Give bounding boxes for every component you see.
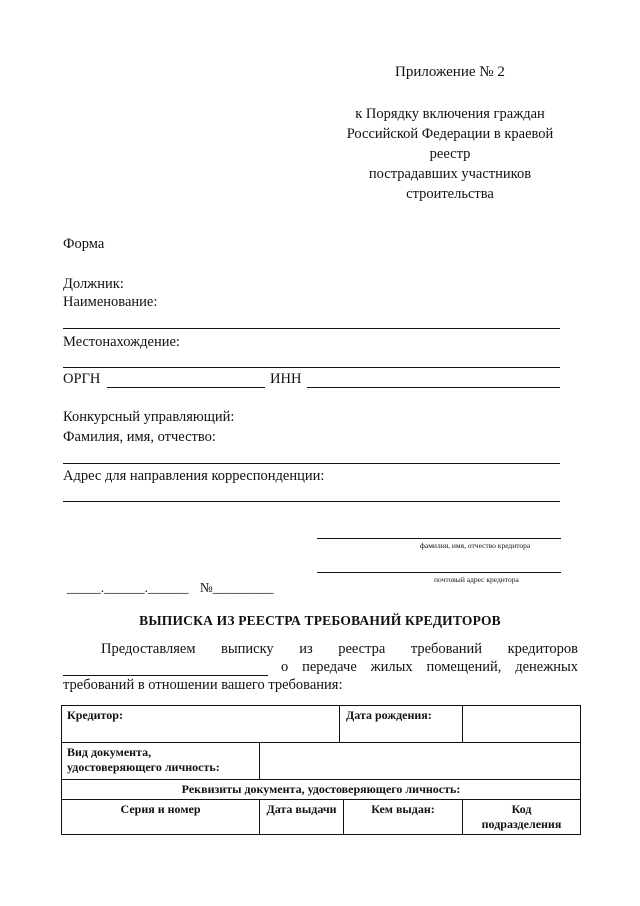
appendix-note-line: Российской Федерации в краевой: [346, 126, 554, 142]
inn-input-line: [307, 387, 560, 388]
form-label: Форма: [63, 236, 105, 252]
inn-label: ИНН: [270, 371, 302, 387]
doc-type-label-line: удостоверяющего личность:: [67, 760, 220, 774]
appendix-note-line: строительства: [406, 186, 494, 202]
creditor-cell: [62, 706, 463, 743]
birth-date-value-cell: [463, 706, 581, 743]
paragraph-word: Предоставляем: [101, 641, 196, 657]
date-placeholder: _____.______.______: [67, 580, 189, 595]
table-row: [62, 743, 581, 780]
paragraph-blank-line: [63, 675, 268, 676]
paragraph-word: реестра: [338, 641, 386, 657]
paragraph-word: о: [281, 659, 289, 675]
number-placeholder: _________: [212, 580, 274, 595]
doc-type-label-line: Вид документа,: [67, 745, 152, 759]
creditor-fio-caption: фамилия, имя, отчество кредитора: [420, 541, 531, 550]
appendix-note-line: пострадавших участников: [368, 166, 532, 182]
manager-label: Конкурсный управляющий:: [63, 409, 235, 425]
doc-type-value-cell: [260, 743, 581, 780]
doc-details-header: Реквизиты документа, удостоверяющего личность:: [62, 780, 581, 800]
location-label: Местонахождение:: [63, 334, 180, 350]
appendix-title: Приложение № 2: [395, 64, 505, 80]
address-input-line: [63, 501, 560, 502]
location-input-line: [63, 367, 560, 368]
series-number-header: Серия и номер: [62, 800, 260, 835]
appendix-note-line: к Порядку включения граждан: [355, 106, 545, 122]
name-input-line: [63, 328, 560, 329]
debtor-label: Должник:: [63, 276, 124, 292]
appendix-note: [320, 104, 580, 204]
paragraph-word: передаче: [302, 659, 357, 675]
paragraph-word: из: [299, 641, 313, 657]
paragraph-line-2: [281, 659, 578, 676]
appendix-note-line: реестр: [429, 146, 471, 162]
document-heading: ВЫПИСКА ИЗ РЕЕСТРА ТРЕБОВАНИЙ КРЕДИТОРОВ: [139, 613, 501, 628]
creditor-address-line: [317, 572, 561, 573]
code-header-line: Код: [511, 802, 532, 816]
paragraph-word: денежных: [515, 659, 578, 675]
table-row: [62, 780, 581, 800]
table-row: [62, 706, 581, 743]
ogrn-label: ОРГН: [63, 371, 101, 387]
address-label: Адрес для направления корреспонденции:: [63, 468, 325, 484]
table-row: [62, 800, 581, 835]
date-line: [67, 580, 274, 596]
fio-label: Фамилия, имя, отчество:: [63, 429, 216, 445]
ogrn-input-line: [107, 387, 265, 388]
paragraph-line-3: требований в отношении вашего требования:: [63, 677, 343, 693]
paragraph-word: выписку: [221, 641, 274, 657]
cell-divider: [339, 705, 340, 743]
issue-date-header: Дата выдачи: [260, 800, 344, 835]
number-sign: №: [199, 580, 213, 595]
fio-input-line: [63, 463, 560, 464]
issued-by-header: Кем выдан:: [344, 800, 463, 835]
creditor-fio-line: [317, 538, 561, 539]
paragraph-line-1: [101, 641, 578, 658]
code-header: [463, 800, 581, 835]
paragraph-word: требований: [410, 641, 483, 657]
paragraph-word: помещений,: [426, 659, 502, 675]
creditor-table: [61, 705, 581, 835]
doc-type-cell: [62, 743, 260, 780]
paragraph-word: кредиторов: [507, 641, 578, 657]
name-label: Наименование:: [63, 294, 158, 310]
creditor-address-caption: почтовый адрес кредитора: [434, 575, 519, 584]
code-header-line: подразделения: [481, 817, 562, 831]
creditor-label: Кредитор:: [67, 708, 123, 722]
paragraph-word: жилых: [370, 659, 413, 675]
birth-date-label: Дата рождения:: [346, 708, 432, 722]
